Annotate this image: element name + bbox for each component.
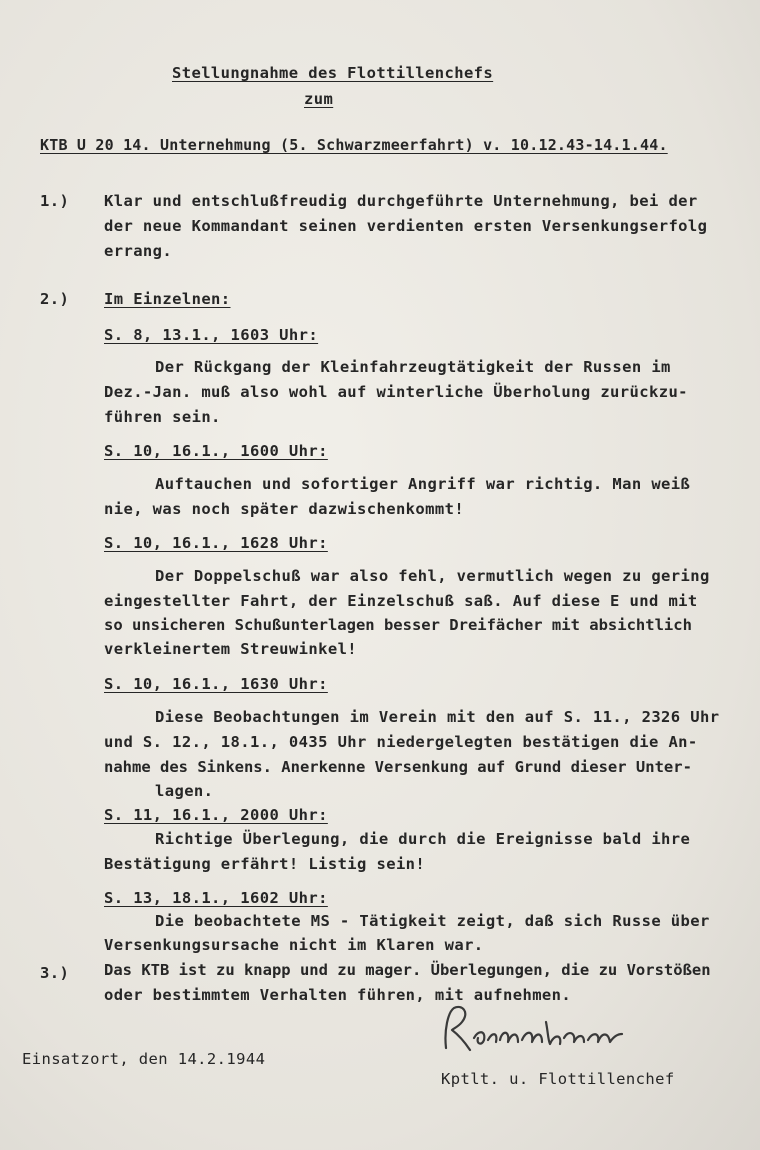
item-number-1: 1.) [40, 192, 70, 210]
document-title-zum: zum [304, 90, 334, 108]
item3-line: oder bestimmtem Verhalten führen, mit aufnehmen. [104, 986, 572, 1004]
entry-text-line: Der Rückgang der Kleinfahrzeugtätigkeit der Russen im [155, 358, 671, 376]
entry-text-line: und S. 12., 18.1., 0435 Uhr niedergelegten bestätigen die An- [104, 733, 698, 751]
entry-text-line: eingestellter Fahrt, der Einzelschuß saß. Auf diese E und mit [104, 592, 698, 610]
entry-text-line: Versenkungsursache nicht im Klaren war. [104, 936, 484, 954]
item1-line: der neue Kommandant seinen verdienten ersten Versenkungserfolg [104, 217, 708, 235]
handwritten-signature [436, 1000, 626, 1060]
item1-line: Klar und entschlußfreudig durchgeführte Unternehmung, bei der [104, 192, 698, 210]
item1-line: errang. [104, 242, 173, 260]
item-number-3: 3.) [40, 964, 70, 982]
entry-reference: S. 10, 16.1., 1628 Uhr: [104, 534, 328, 552]
entry-text-line: so unsicheren Schußunterlagen besser Dreifächer mit absichtlich [104, 616, 692, 634]
entry-text-line: Dez.-Jan. muß also wohl auf winterliche Überholung zurückzu- [104, 383, 688, 401]
entry-text-line: verkleinertem Streuwinkel! [104, 640, 358, 658]
entry-text-line: Richtige Überlegung, die durch die Ereignisse bald ihre [155, 830, 691, 848]
entry-reference: S. 11, 16.1., 2000 Uhr: [104, 806, 328, 824]
entry-text-line: lagen. [155, 782, 214, 800]
item3-line: Das KTB ist zu knapp und zu mager. Überlegungen, die zu Vorstößen [104, 961, 711, 979]
entry-reference: S. 13, 18.1., 1602 Uhr: [104, 889, 328, 907]
entry-reference: S. 8, 13.1., 1603 Uhr: [104, 326, 319, 344]
entry-text-line: Auftauchen und sofortiger Angriff war richtig. Man weiß [155, 475, 691, 493]
document-title: Stellungnahme des Flottillenchefs [172, 64, 494, 82]
entry-text-line: nie, was noch später dazwischenkommt! [104, 500, 465, 518]
signer-title: Kptlt. u. Flottillenchef [441, 1070, 675, 1088]
entry-reference: S. 10, 16.1., 1630 Uhr: [104, 675, 328, 693]
place-date: Einsatzort, den 14.2.1944 [22, 1050, 266, 1068]
section-heading: Im Einzelnen: [104, 290, 231, 308]
entry-text-line: führen sein. [104, 408, 221, 426]
item-number-2: 2.) [40, 290, 70, 308]
entry-text-line: Der Doppelschuß war also fehl, vermutlich wegen zu gering [155, 567, 710, 585]
entry-text-line: Die beobachtete MS - Tätigkeit zeigt, daß sich Russe über [155, 912, 710, 930]
entry-text-line: Diese Beobachtungen im Verein mit den auf S. 11., 2326 Uhr [155, 708, 720, 726]
entry-text-line: Bestätigung erfährt! Listig sein! [104, 855, 426, 873]
document-subject: KTB U 20 14. Unternehmung (5. Schwarzmeerfahrt) v. 10.12.43-14.1.44. [40, 136, 668, 154]
entry-reference: S. 10, 16.1., 1600 Uhr: [104, 442, 328, 460]
entry-text-line: nahme des Sinkens. Anerkenne Versenkung auf Grund dieser Unter- [104, 758, 692, 776]
